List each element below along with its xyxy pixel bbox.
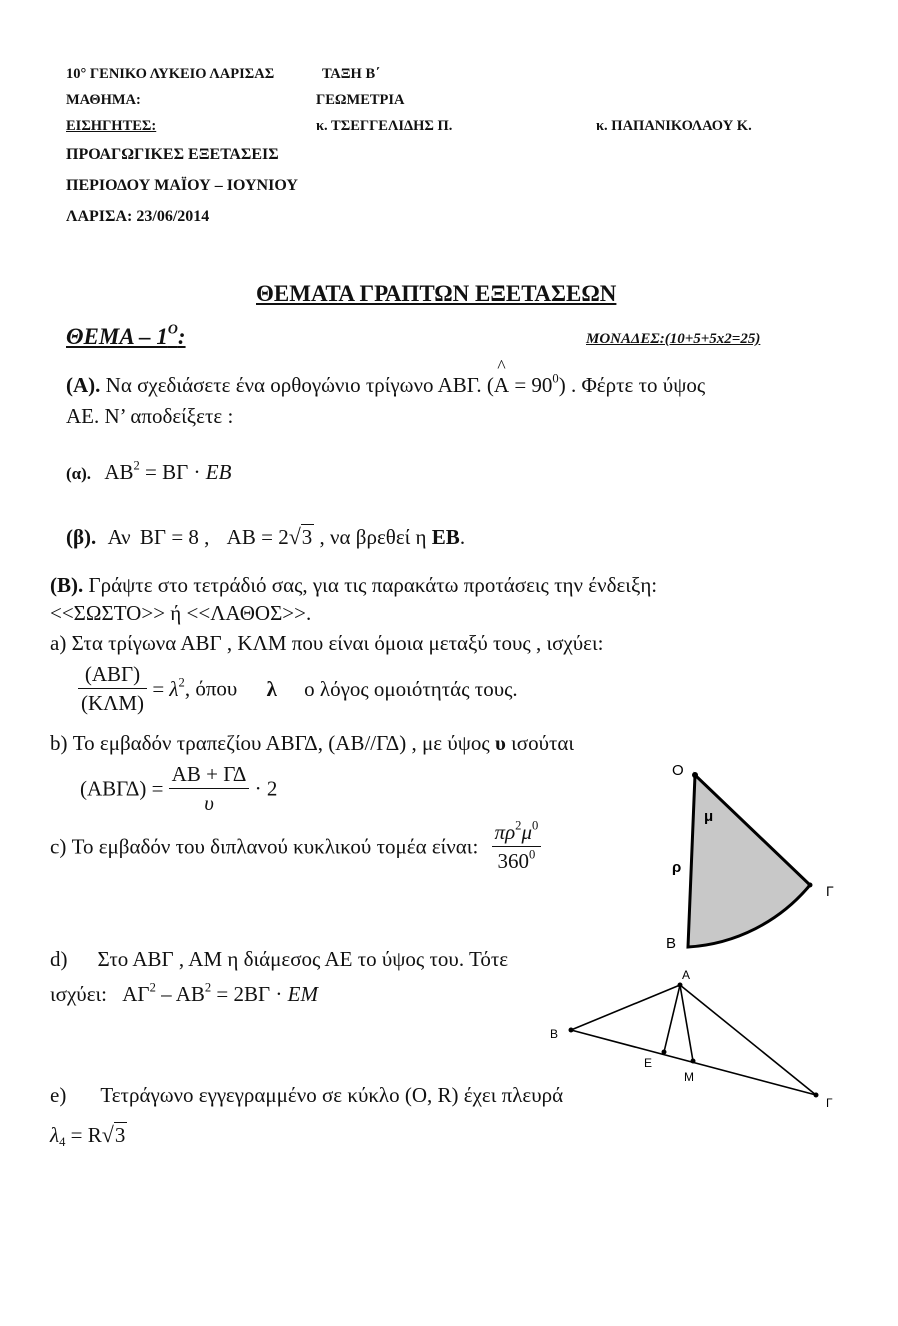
triangle-label-g: Γ: [826, 1096, 833, 1110]
statement-e-formula: $\lambda_4 = R√3$: [50, 1122, 126, 1149]
part-b-intro-2: <<ΣΩΣΤΟ>> ή <<ΛΑΘΟΣ>>.: [50, 601, 312, 625]
triangle-label-b: Β: [550, 1027, 559, 1041]
sector-figure: [660, 755, 850, 960]
statement-c: c) Το εμβαδόν του διπλανού κυκλικού τομέα είναι: $\frac{\pi\rho^2\mu^0}{360^0}$: [50, 820, 541, 874]
place-date: ΛΑΡΙΣΑ: 23/06/2014: [66, 208, 210, 225]
statement-b-formula: (ΑΒΓΔ) = $\frac{AB + \Gamma\Delta}{\upsilon}$ · 2: [80, 762, 278, 815]
part-a-line-1: (Α). Να σχεδιάσετε ένα ορθογώνιο τρίγωνο ΑΒΓ. ( ^ $A = 90^0$) . Φέρτε το ύψος: [66, 356, 706, 397]
sector-label-b: Β: [666, 935, 677, 952]
triangle-vertex-b: [569, 1028, 574, 1033]
trapezoid-fraction: $\frac{AB + \Gamma\Delta}{\upsilon}$: [169, 762, 250, 816]
triangle-vertex-a: [678, 983, 683, 988]
statement-b: b) Το εμβαδόν τραπεζίου ΑΒΓΔ, (ΑΒ//ΓΔ) , με ύψος υ ισούται: [50, 731, 575, 755]
part-a-line-2: ΑΕ. Ν’ αποδείξετε :: [66, 404, 234, 428]
sector-area-fraction: $\frac{\pi\rho^2\mu^0}{360^0}$: [492, 820, 542, 874]
page-title: ΘΕΜΑΤΑ ΓΡΑΠΤΩΝ ΕΞΕΤΑΣΕΩΝ: [256, 281, 617, 306]
subject-value: ΓΕΩΜΕΤΡΙΑ: [316, 92, 405, 108]
exam-line-1: ΠΡΟΑΓΩΓΙΚΕΣ ΕΞΕΤΑΣΕΙΣ: [66, 146, 279, 163]
statement-e: e) Τετράγωνο εγγεγραμμένο σε κύκλο (Ο, R) έχει πλευρά: [50, 1083, 564, 1107]
triangle-label-m: Μ: [684, 1070, 694, 1084]
part-a-alpha: (α). $AB^2 = B\Gamma \cdot EB$: [66, 458, 232, 484]
triangle-label-a: Α: [682, 968, 691, 982]
subject-label: ΜΑΘΗΜΑ:: [66, 92, 141, 108]
part-b-intro-1: (Β). Γράψτε στο τετράδιό σας, για τις παρακάτω προτάσεις την ένδειξη:: [50, 573, 658, 597]
triangle-point-m: [691, 1059, 696, 1064]
triangle-vertex-g: [814, 1093, 819, 1098]
theme-label: ΘΕΜΑ – $1^O$:: [66, 321, 186, 349]
triangle-point-e: [662, 1050, 667, 1055]
school-name: 10° ΓΕΝΙΚΟ ΛΥΚΕΙΟ ΛΑΡΙΣΑΣ: [66, 66, 275, 82]
statement-d-formula: ισχύει: $A\Gamma^2 - AB^2 = 2B\Gamma \cdot EM$: [50, 980, 318, 1006]
statement-a: a) Στα τρίγωνα ΑΒΓ , ΚΛΜ που είναι όμοια μεταξύ τους , ισχύει:: [50, 631, 604, 655]
triangle-figure: [540, 962, 840, 1122]
sector-vertex-o: [692, 772, 698, 778]
part-a-beta: (β). Αν ΒΓ = 8 , ΑΒ = 2√3 , να βρεθεί η ΕΒ.: [66, 524, 466, 549]
statement-a-formula: $\frac{\text{(ΑΒΓ)}}{\text{(ΚΛΜ)}}$ = $\lambda^2$, όπου λ ο λόγος ομοιότητάς τους.: [78, 662, 518, 716]
triangle-label-e: Ε: [644, 1056, 653, 1070]
teacher-2: κ. ΠΑΠΑΝΙΚΟΛΑΟΥ Κ.: [596, 118, 752, 134]
angle-expression: ( ^ $A = 90^0$): [486, 356, 566, 397]
teacher-1: κ. ΤΣΕΓΓΕΛΙΔΗΣ Π.: [316, 118, 453, 134]
class-label: ΤΑΞΗ Β΄: [322, 66, 380, 82]
sector-label-rho: ρ: [672, 859, 682, 876]
teachers-label: ΕΙΣΗΓΗΤΕΣ:: [66, 118, 157, 134]
alpha-equation: $AB^2 = B\Gamma \cdot EB$: [104, 458, 232, 484]
theme-points: ΜΟΝΑΔΕΣ:(10+5+5x2=25): [586, 331, 761, 347]
sector-label-mu: μ: [704, 808, 714, 825]
exam-line-2: ΠΕΡΙΟΔΟΥ ΜΑΪΟΥ – ΙΟΥΝΙΟΥ: [66, 177, 298, 194]
similarity-fraction: $\frac{\text{(ΑΒΓ)}}{\text{(ΚΛΜ)}}$: [78, 662, 147, 716]
statement-d: d) Στο ΑΒΓ , ΑΜ η διάμεσος ΑΕ το ύψος του. Τότε: [50, 947, 509, 971]
sector-shape: [688, 775, 810, 947]
sector-label-g: Γ: [826, 883, 834, 899]
sector-vertex-g: [808, 883, 813, 888]
beta-equation: ΑΒ = 2√3: [226, 524, 313, 549]
sector-label-o: Ο: [672, 762, 684, 779]
